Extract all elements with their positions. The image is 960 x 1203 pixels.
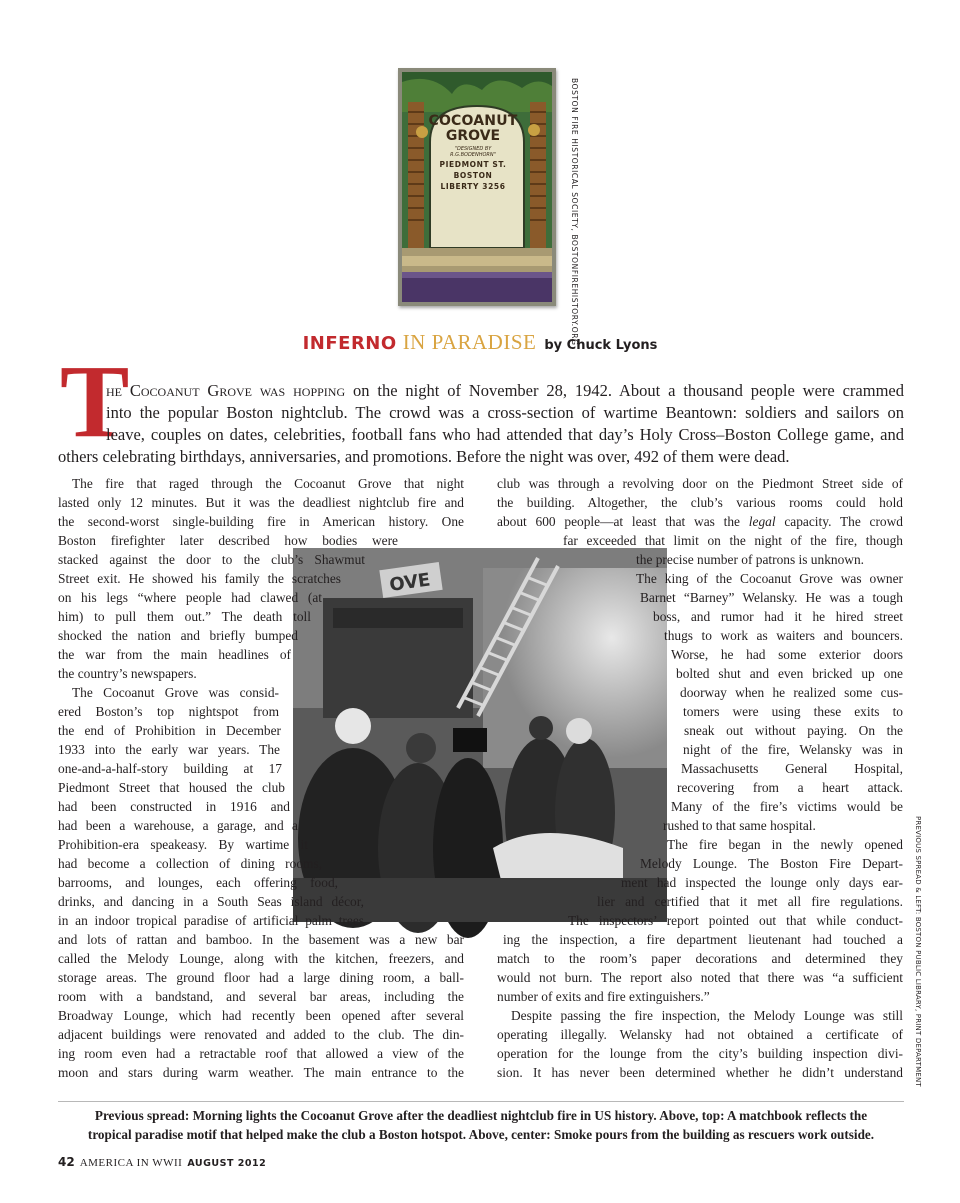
matchbook-line: LIBERTY 3256: [440, 181, 506, 191]
matchbook-line: GROVE: [445, 127, 501, 144]
matchbook-line: R.G.BODENHORN": [450, 151, 496, 158]
intro-line: into the popular Boston nightclub. The crowd was a cross-section of wartime Beantown: soldiers and sailors on: [106, 403, 904, 422]
left-column-line: ered Boston’s top nightspot from: [58, 704, 279, 719]
left-column-line: lasted only 12 minutes. But it was the deadliest nightclub fire and: [58, 495, 464, 510]
right-column-line: match to the room’s paper decorations and determined they: [497, 951, 903, 966]
left-column-line: Piedmont Street that housed the club: [58, 780, 285, 795]
left-column-line: the war from the main headlines of: [58, 647, 291, 662]
left-column-line: ing room even had a retractable roof that allowed a view of the: [58, 1046, 464, 1061]
right-column-line: bolted shut and even bricked up one: [676, 666, 903, 681]
right-column-line: The king of the Cocoanut Grove was owner: [636, 571, 903, 586]
caption-line: Previous spread: Morning lights the Cocoanut Grove after the deadliest nightclub fire in US history. Above, top: A matchbook reflects the: [94, 1108, 868, 1123]
intro-line-1-rest: on the night of November 28, 1942. About a thousand people were crammed: [345, 381, 904, 400]
left-column-line: had been a warehouse, a garage, and a: [58, 818, 298, 833]
matchbook-line: PIEDMONT ST.: [439, 159, 507, 169]
magazine-name: AMERICA IN WWII: [79, 1157, 183, 1169]
fire-scene-photo: [293, 548, 667, 922]
page-number: 42: [58, 1155, 75, 1169]
left-column-line: shocked the nation and briefly bumped: [58, 628, 298, 643]
intro-lead: he Cocoanut Grove was hopping: [106, 381, 346, 400]
photo-credit-spread: PREVIOUS SPREAD & LEFT: BOSTON PUBLIC LIBRARY, PRINT DEPARTMENT: [914, 816, 922, 1087]
byline: by Chuck Lyons: [544, 338, 658, 353]
right-column-line: Despite passing the fire inspection, the Melody Lounge was still: [511, 1008, 903, 1023]
right-column-line: operation for the lounge from the city’s building inspection divi-: [497, 1046, 903, 1061]
right-column-line: ing the inspection, a fire department lieutenant had touched a: [503, 932, 903, 947]
right-column-line: ment had inspected the lounge only days ear-: [621, 875, 903, 890]
right-column-line: Massachusetts General Hospital,: [681, 761, 903, 776]
right-column-line: The inspectors’ report pointed out that while conduct-: [568, 913, 903, 928]
right-column-line: The fire began in the newly opened: [667, 837, 903, 852]
right-column-line: the building. Altogether, the club’s various rooms could hold: [497, 495, 903, 510]
intro-line: leave, couples on dates, celebrities, football fans who had attended that day’s Holy Cross–Boston College game, and: [106, 425, 904, 444]
right-column-line: club was through a revolving door on the Piedmont Street side of: [497, 476, 903, 491]
left-column-line: drinks, and dancing in a South Seas island décor,: [58, 894, 364, 909]
left-column-line: had been constructed in 1916 and: [58, 799, 290, 814]
matchbook-line: BOSTON: [453, 170, 493, 180]
left-column-line: on his legs “where people had clawed (at: [58, 590, 322, 605]
right-column-line: [497, 512, 903, 531]
matchbook-line: COCOANUT: [428, 113, 518, 129]
right-column-line: Melody Lounge. The Boston Fire Depart-: [640, 856, 903, 871]
left-column-line: had become a collection of dining rooms,: [58, 856, 322, 871]
left-column-line: in an indoor tropical paradise of artificial palm trees: [58, 913, 364, 928]
fire-scene-art: [293, 548, 667, 922]
right-column-line: far exceeded that limit on the night of the fire, though: [563, 533, 903, 548]
right-column-line: Barnet “Barney” Welansky. He was a tough: [640, 590, 903, 605]
issue-date: AUGUST 2012: [187, 1158, 267, 1169]
left-column-line: and lots of rattan and bamboo. In the basement was a new bar: [58, 932, 464, 947]
headline-part-1: INFERNO: [302, 333, 397, 354]
right-column-line: Many of the fire’s victims would be: [671, 799, 903, 814]
left-column-line: Boston firefighter later described how bodies were: [58, 533, 398, 548]
right-column-line: lier and certified that it met all fire regulations.: [597, 894, 903, 909]
matchbook-striker: [402, 248, 552, 302]
left-column-line: called the Melody Lounge, along with the kitchen, freezers, and: [58, 951, 464, 966]
right-column-line: night of the fire, Welansky was in: [683, 742, 903, 757]
right-column-line: rushed to that same hospital.: [663, 818, 816, 833]
right-column-line: operating illegally. Welansky had not obtained a certificate of: [497, 1027, 903, 1042]
photo-sign-text: OVE: [388, 569, 432, 596]
right-column-line: number of exits and fire extinguishers.”: [497, 989, 710, 1004]
left-column-line: The fire that raged through the Cocoanut Grove that night: [72, 476, 464, 491]
left-column-line: storage areas. The ground floor had a large dining room, a ball-: [58, 970, 464, 985]
right-line-3-a: about 600 people—at least that was the: [497, 514, 749, 529]
right-column-line: sneak out without paying. On the: [684, 723, 903, 738]
left-column-line: the country’s newspapers.: [58, 666, 197, 681]
headline-part-2: IN PARADISE: [402, 330, 537, 354]
left-column-line: one-and-a-half-story building at 17: [58, 761, 282, 776]
photo-credit-matchbook: BOSTON FIRE HISTORICAL SOCIETY, BOSTONFIREHISTORY.ORG: [570, 78, 579, 346]
article-headline: [0, 330, 960, 356]
left-column-line: moon and stars during warm weather. The main entrance to the: [58, 1065, 464, 1080]
right-column-line: boss, and rumor had it he hired street: [653, 609, 903, 624]
right-column-line: tomers were using these exits to: [683, 704, 903, 719]
left-column-line: him) to pull them out.” The death toll: [58, 609, 311, 624]
right-column-line: would not burn. The report also noted that there was “a sufficient: [497, 970, 903, 985]
left-column-line: the second-worst single-building fire in American history. One: [58, 514, 464, 529]
drop-cap: T: [60, 344, 130, 459]
left-column-line: Broadway Lounge, which had recently been opened after several: [58, 1008, 464, 1023]
left-column-line: Prohibition-era speakeasy. By wartime it: [58, 837, 308, 852]
page-folio: [58, 1155, 266, 1170]
right-column-line: sion. It has never been determined whether he didn’t understand: [497, 1065, 903, 1080]
right-column-line: recovering from a heart attack.: [677, 780, 903, 795]
photo-caption: [58, 1106, 904, 1144]
intro-line: [106, 380, 904, 402]
left-column-line: adjacent buildings were renovated and added to the club. The din-: [58, 1027, 464, 1042]
right-column-line: the precise number of patrons is unknown.: [636, 552, 864, 567]
right-line-3-italic: legal: [748, 514, 776, 529]
caption-divider: [58, 1101, 904, 1102]
right-column-line: thugs to work as waiters and bouncers.: [664, 628, 903, 643]
left-column-line: barrooms, and lounges, each offering food,: [58, 875, 338, 890]
matchbook-image: [398, 68, 556, 306]
intro-line: others celebrating birthdays, anniversaries, and promotions. Before the night was over, 492 of them were dead.: [58, 447, 790, 466]
left-column-line: 1933 into the early war years. The: [58, 742, 280, 757]
right-column-line: doorway when he realized some cus-: [680, 685, 903, 700]
left-column-line: room with a bandstand, and several bar areas, including the: [58, 989, 464, 1004]
matchbook-text: [398, 68, 548, 244]
caption-line: tropical paradise motif that helped make the club a Boston hotspot. Above, center: Smoke pours from the building as rescuers work outside.: [87, 1127, 875, 1142]
left-column-line: stacked against the door to the club’s Shawmut: [58, 552, 365, 567]
matchbook-line: "DESIGNED BY: [454, 146, 492, 153]
left-column-line: Street exit. He showed his family the scratches: [58, 571, 341, 586]
left-column-line: The Cocoanut Grove was consid-: [72, 685, 279, 700]
right-column-line: Worse, he had some exterior doors: [671, 647, 903, 662]
right-line-3-b: capacity. The crowd: [775, 514, 903, 529]
left-column-line: the end of Prohibition in December: [58, 723, 281, 738]
